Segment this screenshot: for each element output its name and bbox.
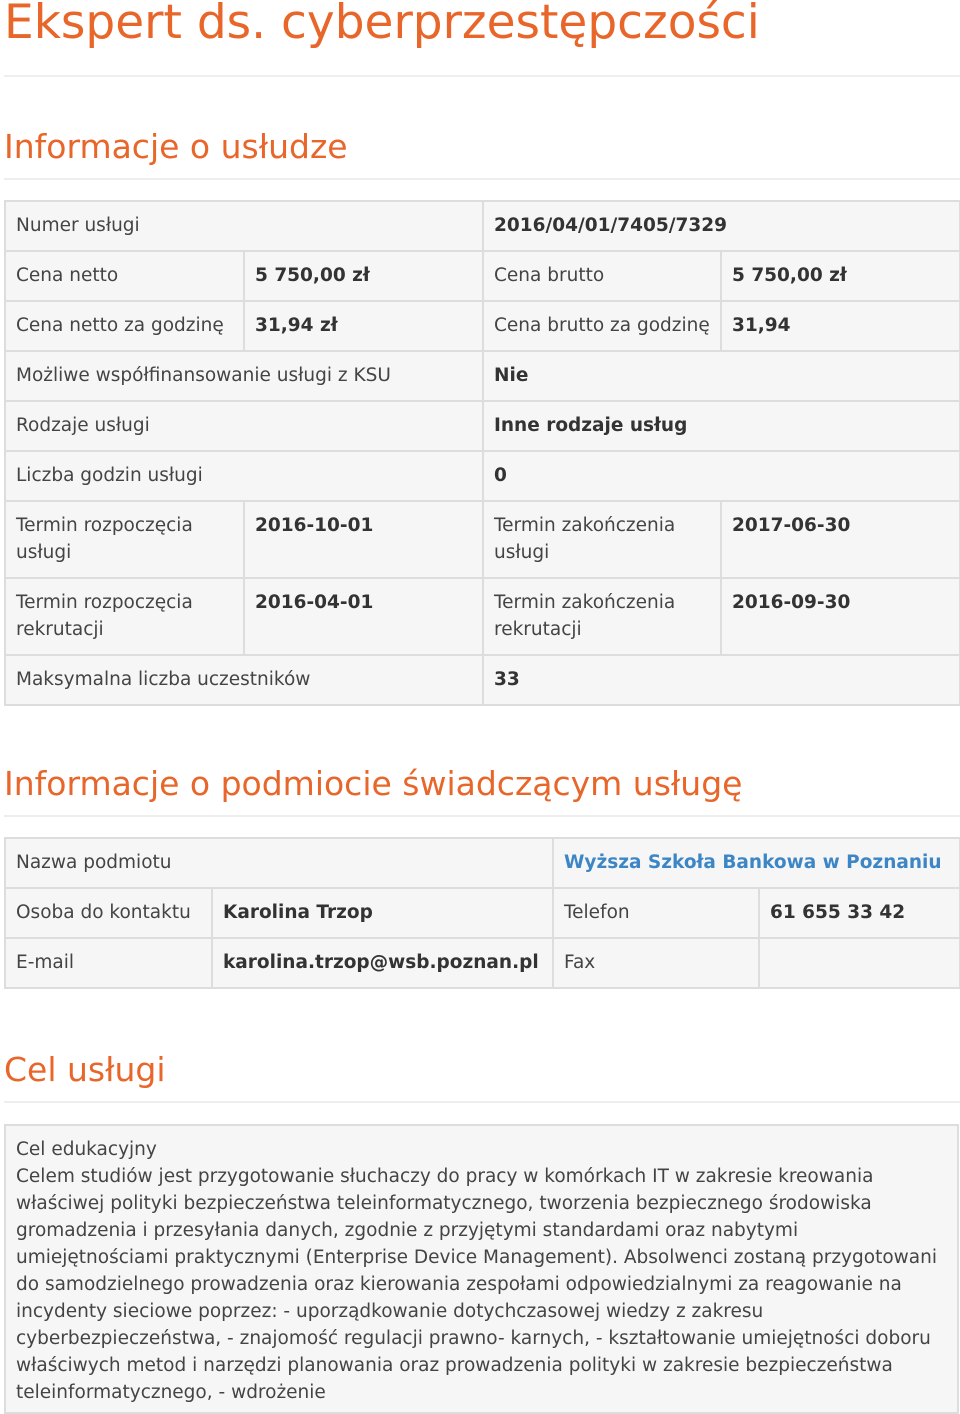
service-number-label: Numer usługi [5,201,483,251]
service-info-table [4,200,960,706]
recruitment-end-label: Termin zakończenia rekrutacji [483,578,721,655]
provider-info-table [4,837,960,989]
table-row [5,401,960,451]
table-row [5,838,960,888]
divider [4,75,960,77]
recruitment-start-label: Termin rozpoczęcia rekrutacji [5,578,244,655]
ksu-cofinancing-value: Nie [483,351,960,401]
table-row [5,578,960,655]
recruitment-end-value: 2016-09-30 [721,578,960,655]
goal-description: Celem studiów jest przygotowanie słuchaczy do pracy w komórkach IT w zakresie kreowania właściwej polityki bezpieczeństwa teleinformatycznego, tworzenia bezpiecznego środowiska gromadzenia i przesyłania danych, zgodnie z przyjętymi standardami oraz nabytymi umiejętnościami praktycznymi (Enterprise Device Management). Absolwenci zostaną przygotowani do samodzielnego prowadzenia oraz kierowania zespołami odpowiedzialnymi za reagowanie na incydenty sieciowe poprzez: - uporządkowanie dotychczasowej wiedzy z zakresu cyberbezpieczeństwa, - znajomość regulacji prawno- karnych, - kształtowanie umiejętności doboru właściwych metod i narzędzi planowania oraz prowadzenia polityki w zakresie bezpieczeństwa teleinformatycznego, - wdrożenie [16,1166,937,1403]
table-row [5,201,960,251]
net-price-value: 5 750,00 zł [244,251,483,301]
ksu-cofinancing-label: Możliwe współfinansowanie usługi z KSU [5,351,483,401]
divider [4,1101,960,1103]
service-types-label: Rodzaje usługi [5,401,483,451]
phone-value: 61 655 33 42 [759,888,960,938]
net-price-label: Cena netto [5,251,244,301]
phone-label: Telefon [553,888,759,938]
divider [4,178,960,180]
service-hours-label: Liczba godzin usługi [5,451,483,501]
fax-label: Fax [553,938,759,988]
gross-hourly-price-label: Cena brutto za godzinę [483,301,721,351]
email-value: karolina.trzop@wsb.poznan.pl [212,938,553,988]
max-participants-label: Maksymalna liczba uczestników [5,655,483,705]
fax-value [759,938,960,988]
goal-box [4,1124,959,1414]
net-hourly-price-value: 31,94 zł [244,301,483,351]
table-row [5,351,960,401]
service-number-value: 2016/04/01/7405/7329 [483,201,960,251]
page-title: Ekspert ds. cyberprzestępczości [4,0,760,50]
service-start-value: 2016-10-01 [244,501,483,578]
contact-person-label: Osoba do kontaktu [5,888,212,938]
gross-hourly-price-value: 31,94 [721,301,960,351]
section-title-goal: Cel usługi [4,1050,166,1089]
provider-name-label: Nazwa podmiotu [5,838,553,888]
service-start-label: Termin rozpoczęcia usługi [5,501,244,578]
divider [4,815,960,817]
table-row [5,251,960,301]
service-types-value: Inne rodzaje usług [483,401,960,451]
table-row [5,888,960,938]
table-row [5,501,960,578]
service-end-value: 2017-06-30 [721,501,960,578]
net-hourly-price-label: Cena netto za godzinę [5,301,244,351]
table-row [5,451,960,501]
contact-person-value: Karolina Trzop [212,888,553,938]
table-row [5,301,960,351]
max-participants-value: 33 [483,655,960,705]
gross-price-label: Cena brutto [483,251,721,301]
table-row [5,655,960,705]
recruitment-start-value: 2016-04-01 [244,578,483,655]
email-label: E-mail [5,938,212,988]
provider-name-link[interactable]: Wyższa Szkoła Bankowa w Poznaniu [553,838,960,888]
service-end-label: Termin zakończenia usługi [483,501,721,578]
section-title-service: Informacje o usłudze [4,127,348,166]
table-row [5,938,960,988]
section-title-provider: Informacje o podmiocie świadczącym usługę [4,764,743,803]
goal-label: Cel edukacyjny [16,1139,157,1160]
gross-price-value: 5 750,00 zł [721,251,960,301]
service-hours-value: 0 [483,451,960,501]
